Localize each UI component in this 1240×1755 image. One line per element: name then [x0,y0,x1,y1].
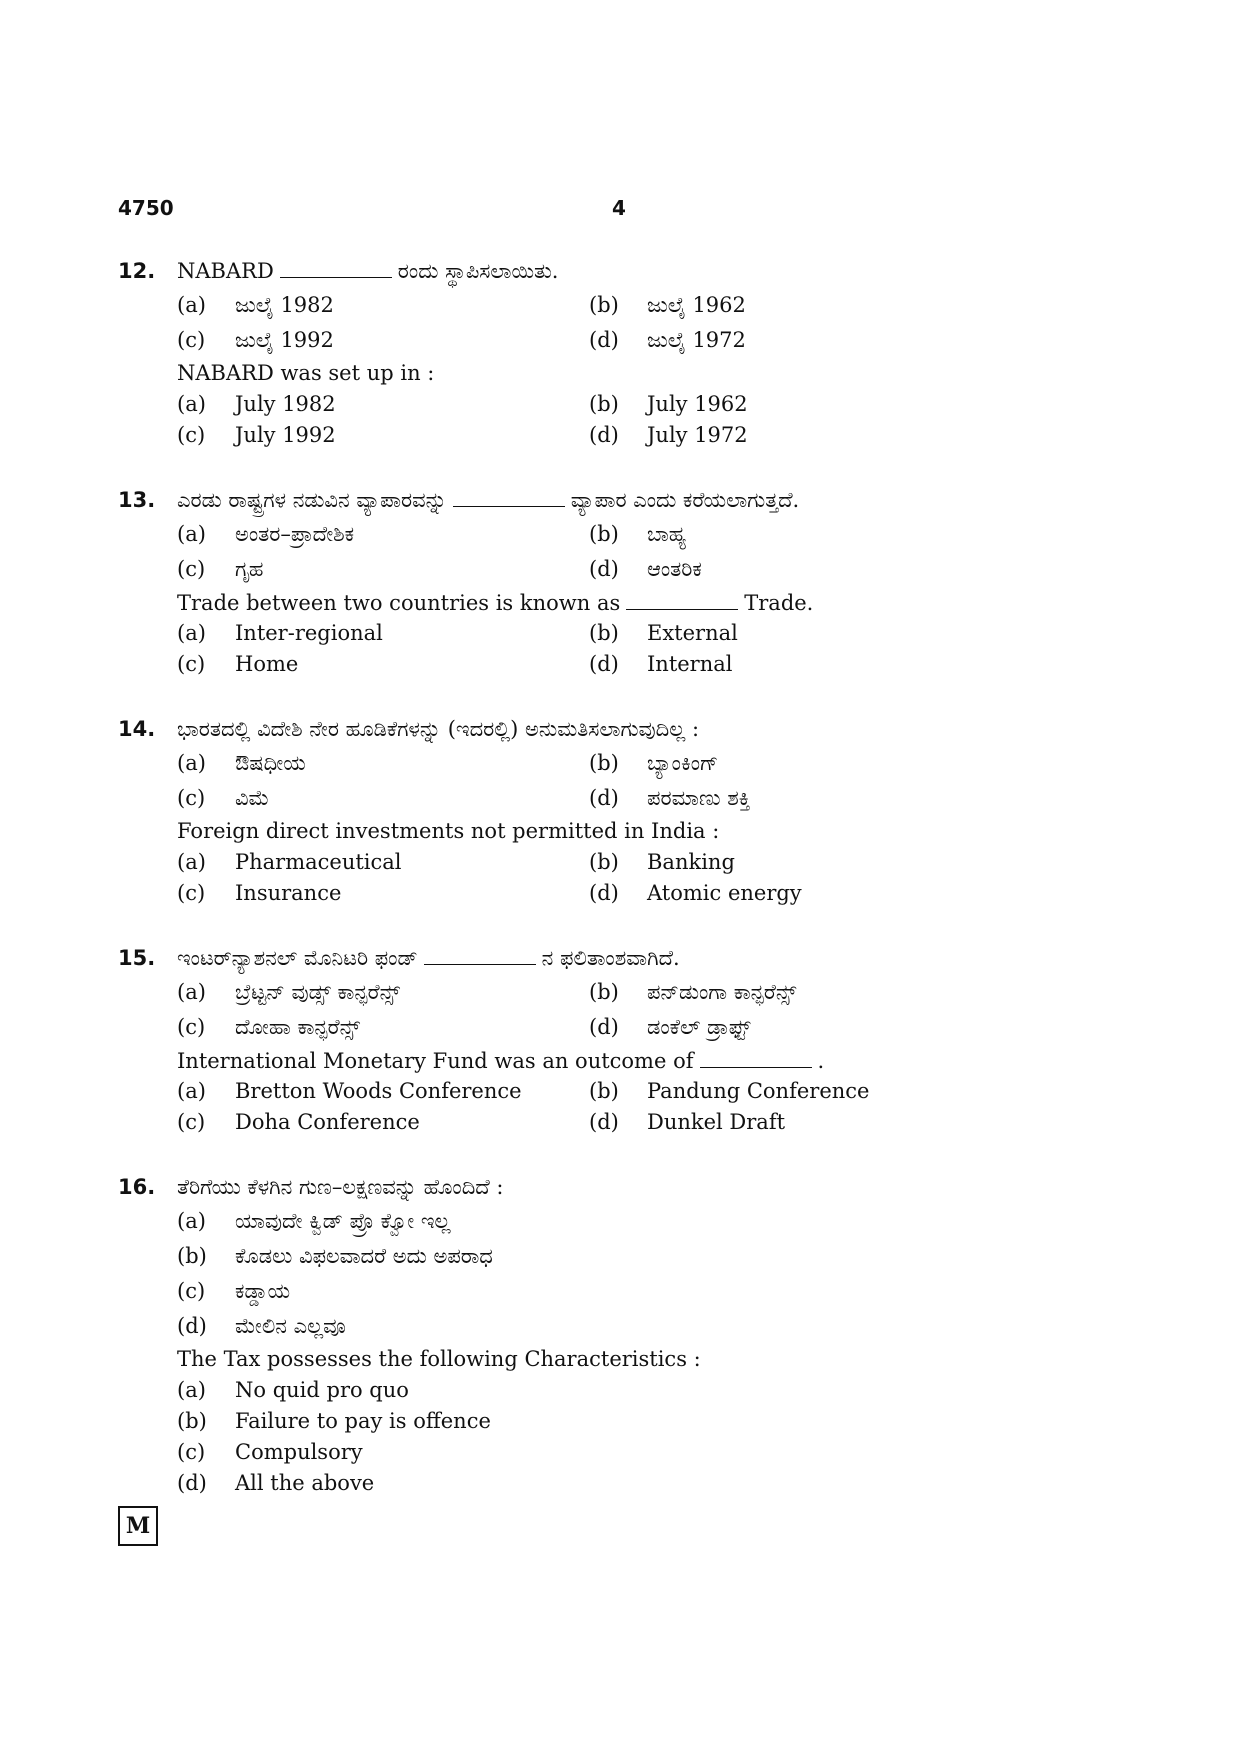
answer-blank [424,942,536,965]
question-kannada: ಇಂಟರ್‌ನ್ಯಾಶನಲ್ ಮೊನಿಟರಿ ಫಂಡ್ ನ ಫಲಿತಾಂಶವಾಗಿದೆ. [177,942,680,975]
question-16: 16. ತೆರಿಗೆಯು ಕೆಳಗಿನ ಗುಣ–ಲಕ್ಷಣವನ್ನು ಹೊಂದಿದೆ : (a) ಯಾವುದೇ ಕ್ವಿಡ್ ಪ್ರೊ ಕ್ವೋ ಇಲ್ಲ (b) ಕೊಡಲು ವಿಫಲವಾದರೆ ಅದು ಅಪರಾಧ (c) ಕಡ್ಡಾಯ (d) ಮೇಲಿನ ಎಲ್ಲವೂ The Tax possesses the following Characteristics : (a) No quid pro quo (b) Failure to pay is offence (c) Compulsory (d) All the above [118,1171,1128,1499]
answer-blank [280,255,392,278]
question-13: 13. ಎರಡು ರಾಷ್ಟ್ರಗಳ ನಡುವಿನ ವ್ಯಾಪಾರವನ್ನು ವ್ಯಾಪಾರ ಎಂದು ಕರೆಯಲಾಗುತ್ತದೆ. (a) ಅಂತರ–ಪ್ರಾದೇಶಿಕ (b) ಬಾಹ್ಯ (c) ಗೃಹ (d) ಆಂತರಿಕ Trade between two countries is known as Trade. (a) Inter-regional (b) External (c) Home (d) Internal [118,484,1128,680]
question-15: 15. ಇಂಟರ್‌ನ್ಯಾಶನಲ್ ಮೊನಿಟರಿ ಫಂಡ್ ನ ಫಲಿತಾಂಶವಾಗಿದೆ. (a) ಬ್ರೆಟ್ಟನ್ ವುಡ್ಸ್ ಕಾನ್ಫರೆನ್ಸ್ (b) ಪನ್‌ಡುಂಗಾ ಕಾನ್ಫರೆನ್ಸ್ (c) ದೋಹಾ ಕಾನ್ಫರೆನ್ಸ್ (d) ಡಂಕೆಲ್ ಡ್ರಾಫ್ಟ್ International Monetary Fund was an outcome of . (a) Bretton Woods Conference (b) Pandung Conference (c) Doha Conference (d) Dunkel Draft [118,942,1128,1138]
question-english: International Monetary Fund was an outcome of . [118,1045,1128,1076]
question-kannada: ಭಾರತದಲ್ಲಿ ವಿದೇಶಿ ನೇರ ಹೂಡಿಕೆಗಳನ್ನು (ಇದರಲ್ಲಿ) ಅನುಮತಿಸಲಾಗುವುದಿಲ್ಲ : [177,717,700,741]
answer-blank [453,484,565,507]
question-english: NABARD was set up in : [177,361,435,385]
question-kannada: NABARD ರಂದು ಸ್ಥಾಪಿಸಲಾಯಿತು. [177,255,558,288]
answer-blank [700,1045,812,1068]
medium-mark-box: M [118,1506,158,1546]
question-kannada: ತೆರಿಗೆಯು ಕೆಳಗಿನ ಗುಣ–ಲಕ್ಷಣವನ್ನು ಹೊಂದಿದೆ : [177,1175,504,1199]
question-english: Trade between two countries is known as Trade. [118,587,1128,618]
question-number: 16. [118,1175,156,1199]
question-english: The Tax possesses the following Characteristics : [177,1347,701,1371]
question-12: 12. NABARD ರಂದು ಸ್ಥಾಪಿಸಲಾಯಿತು. (a) ಜುಲೈ 1982 (b) ಜುಲೈ 1962 (c) ಜುಲೈ 1992 (d) ಜುಲೈ 1972 NABARD was set up in : (a) July 1982 (b) July 1962 (c) July 1992 (d) July 1972 [118,255,1128,451]
page-number: 4 [612,196,626,220]
question-number: 15. [118,946,156,970]
answer-blank [626,587,738,610]
question-english: Foreign direct investments not permitted in India : [177,819,720,843]
question-14: 14. ಭಾರತದಲ್ಲಿ ವಿದೇಶಿ ನೇರ ಹೂಡಿಕೆಗಳನ್ನು (ಇದರಲ್ಲಿ) ಅನುಮತಿಸಲಾಗುವುದಿಲ್ಲ : (a) ಔಷಧೀಯ (b) ಬ್ಯಾಂಕಿಂಗ್ (c) ವಿಮೆ (d) ಪರಮಾಣು ಶಕ್ತಿ Foreign direct investments not permitted in India : (a) Pharmaceutical (b) Banking (c) Insurance (d) Atomic energy [118,713,1128,909]
question-number: 13. [118,488,156,512]
paper-code: 4750 [118,196,174,220]
question-number: 12. [118,259,156,283]
question-kannada: ಎರಡು ರಾಷ್ಟ್ರಗಳ ನಡುವಿನ ವ್ಯಾಪಾರವನ್ನು ವ್ಯಾಪಾರ ಎಂದು ಕರೆಯಲಾಗುತ್ತದೆ. [177,484,799,517]
question-number: 14. [118,717,156,741]
